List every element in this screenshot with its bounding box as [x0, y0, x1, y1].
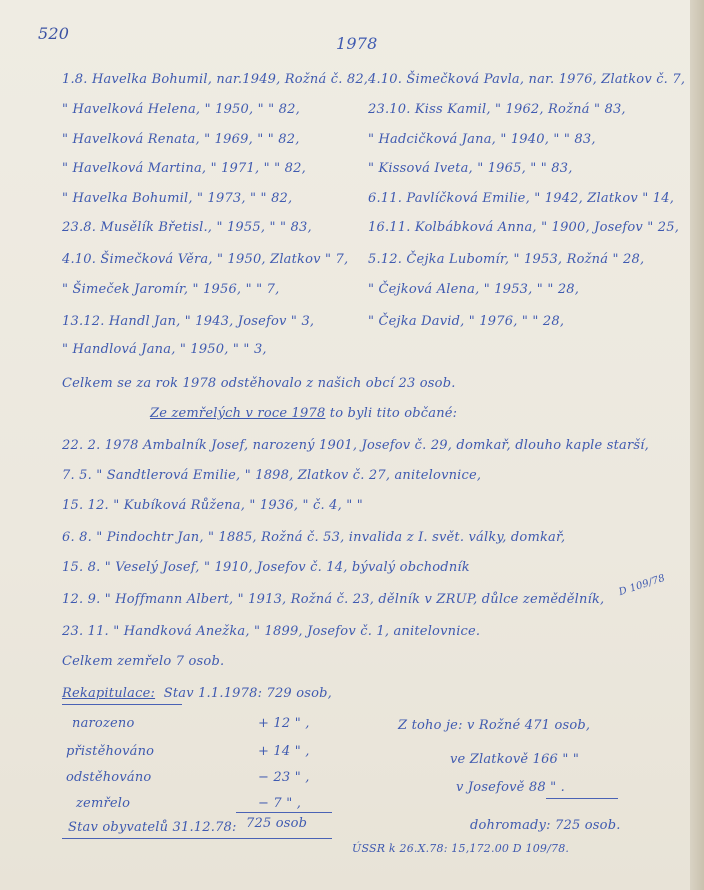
page-number: 520 [38, 24, 70, 43]
recap-row-value: − 23 " , [258, 770, 310, 785]
deaths-heading [150, 406, 457, 421]
birth-entry-right: 16.11. Kolbábková Anna, " 1900, Josefov " 25, [368, 220, 680, 235]
page-edge [690, 0, 704, 890]
birth-entry-right: 23.10. Kiss Kamil, " 1962, Rožná " 83, [368, 102, 626, 117]
recap-row-label: zemřelo [76, 796, 131, 811]
birth-entry-right: " Kissová Iveta, " 1965, " " 83, [368, 161, 573, 176]
birth-entry-left: 23.8. Musělík Břetisl., " 1955, " " 83, [62, 220, 312, 235]
birth-entry-left: " Handlová Jana, " 1950, " " 3, [62, 342, 267, 357]
deaths-summary: Celkem zemřelo 7 osob. [62, 654, 225, 669]
death-entry: 22. 2. 1978 Ambalník Josef, narozený 1901, Josefov č. 29, domkař, dlouho kaple starší, [62, 438, 649, 453]
birth-entry-left: 13.12. Handl Jan, " 1943, Josefov " 3, [62, 314, 315, 329]
birth-entry-left: 4.10. Šimečková Věra, " 1950, Zlatkov " 7, [62, 252, 349, 267]
recap-row-value: + 12 " , [258, 716, 310, 731]
birth-entry-left: " Šimeček Jaromír, " 1956, " " 7, [62, 282, 280, 297]
birth-entry-right: 5.12. Čejka Lubomír, " 1953, Rožná " 28, [368, 252, 645, 267]
footer-reference: ÚSSR k 26.X.78: 15,172.00 D 109/78. [352, 842, 570, 855]
recap-row-value: + 14 " , [258, 744, 310, 759]
place-grand-total: dohromady: 725 osob. [470, 818, 621, 833]
recap-start: Stav 1.1.1978: 729 osob, [163, 686, 333, 701]
moved-summary: Celkem se za rok 1978 odstěhovalo z našich obcí 23 osob. [62, 376, 456, 391]
death-entry: 15. 12. " Kubíková Růžena, " 1936, " č. 4, " " [62, 498, 363, 513]
recap-end-label: Stav obyvatelů 31.12.78: [68, 820, 237, 835]
birth-entry-right: " Čejková Alena, " 1953, " " 28, [368, 282, 580, 297]
place-total: Z toho je: v Rožné 471 osob, [398, 718, 591, 733]
stamp-annotation: D 109/78 [617, 572, 667, 599]
birth-entry-left: " Havelková Renata, " 1969, " " 82, [62, 132, 300, 147]
recap-row-value: − 7 " , [258, 796, 302, 811]
death-entry: 6. 8. " Pindochtr Jan, " 1885, Rožná č. 53, invalida z I. svět. války, domkař, [62, 530, 566, 545]
birth-entry-left: 1.8. Havelka Bohumil, nar.1949, Rožná č. 82, [62, 72, 369, 87]
death-entry: 15. 8. " Veselý Josef, " 1910, Josefov č. 14, bývalý obchodník [62, 560, 470, 575]
recap-end-underline [62, 838, 332, 839]
place-total: v Josefově 88 " . [456, 780, 566, 795]
birth-entry-right: " Čejka David, " 1976, " " 28, [368, 314, 565, 329]
year-heading: 1978 [336, 34, 378, 53]
birth-entry-right: 6.11. Pavlíčková Emilie, " 1942, Zlatkov " 14, [368, 191, 675, 206]
birth-entry-right: 4.10. Šimečková Pavla, nar. 1976, Zlatkov č. 7, [368, 72, 686, 87]
birth-entry-left: " Havelková Helena, " 1950, " " 82, [62, 102, 300, 117]
recap-row-label: narozeno [72, 716, 135, 731]
recap-label: Rekapitulace: [62, 686, 156, 701]
deaths-heading-underlined: Ze zemřelých v roce 1978 [150, 406, 326, 421]
death-entry: 12. 9. " Hoffmann Albert, " 1913, Rožná č. 23, dělník v ZRUP, důlce zemědělník, [62, 592, 605, 607]
birth-entry-right: " Hadcičková Jana, " 1940, " " 83, [368, 132, 596, 147]
deaths-heading-rest: to byli tito občané: [325, 406, 458, 421]
death-entry: 23. 11. " Handková Anežka, " 1899, Josefov č. 1, anitelovnice. [62, 624, 481, 639]
recap-underline [62, 704, 182, 705]
death-entry: 7. 5. " Sandtlerová Emilie, " 1898, Zlatkov č. 27, anitelovnice, [62, 468, 482, 483]
birth-entry-left: " Havelka Bohumil, " 1973, " " 82, [62, 191, 293, 206]
birth-entry-left: " Havelková Martina, " 1971, " " 82, [62, 161, 306, 176]
recap-sum-line [236, 812, 332, 813]
place-total: ve Zlatkově 166 " " [450, 752, 580, 767]
recap-row-label: odstěhováno [66, 770, 152, 785]
recap-header [62, 686, 332, 701]
recap-row-label: přistěhováno [66, 744, 155, 759]
place-sum-line [546, 798, 618, 799]
recap-end-value: 725 osob [246, 816, 308, 831]
